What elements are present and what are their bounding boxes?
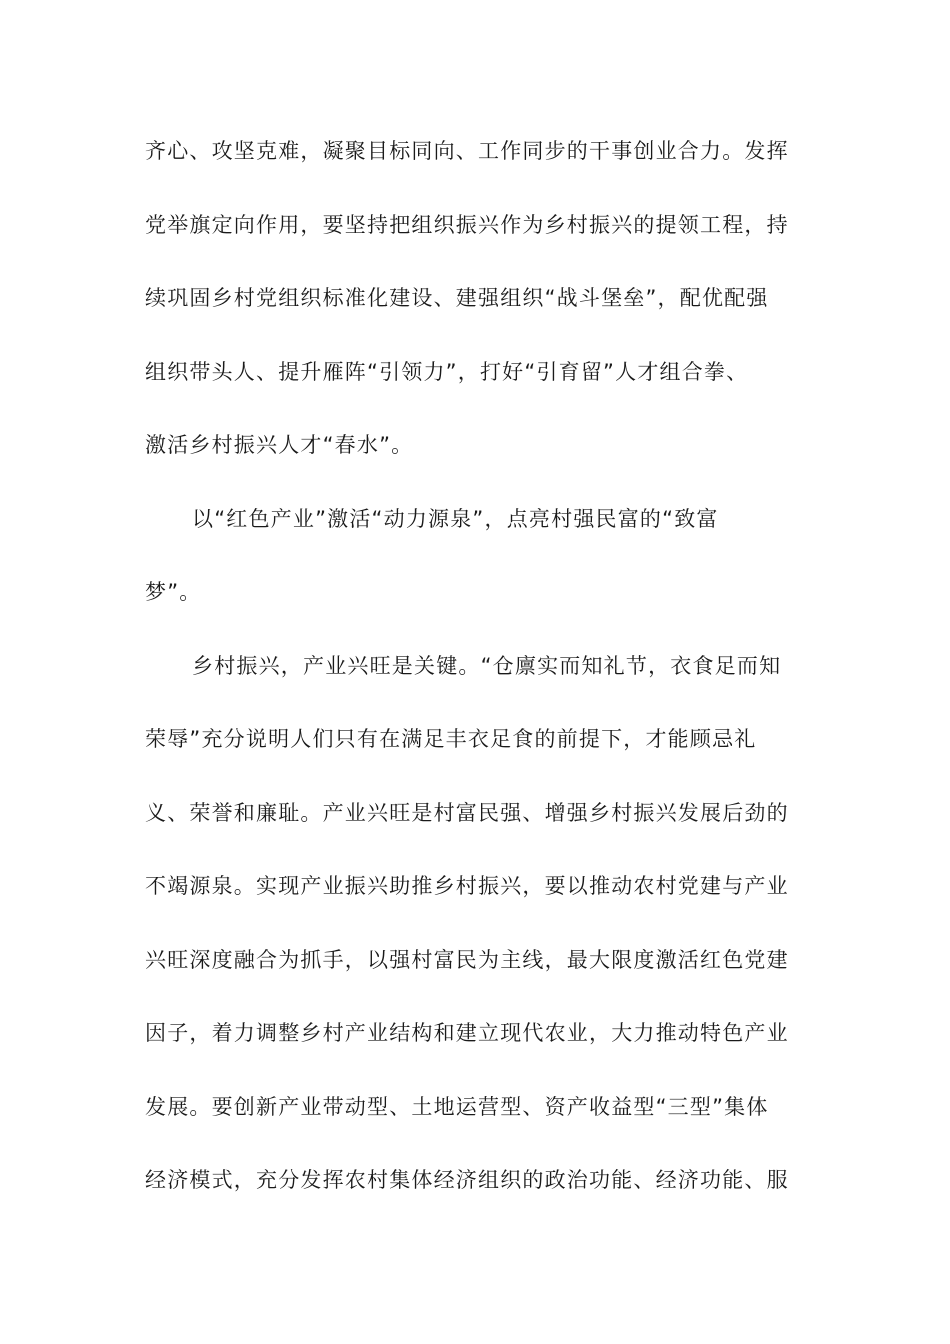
text-line: 激活乡村振兴人才“春水”。	[145, 433, 414, 457]
body-text	[145, 131, 810, 1234]
text-line: 组织带头人、提升雁阵“引领力”，打好“引育留”人才组合拳、	[145, 359, 749, 384]
text-line: 不竭源泉。实现产业振兴助推乡村振兴，要以推动农村党建与产业	[145, 874, 789, 898]
text-line: 发展。要创新产业带动型、土地运营型、资产收益型“三型”集体	[145, 1094, 769, 1119]
section-heading-line: 以“红色产业”激活“动力源泉”，点亮村强民富的“致富	[192, 506, 719, 531]
section-heading-line: 梦”。	[145, 580, 202, 604]
text-line: 义、荣誉和廉耻。产业兴旺是村富民强、增强乡村振兴发展后劲的	[145, 800, 789, 825]
text-line: 荣辱”充分说明人们只有在满足丰衣足食的前提下，才能顾忌礼	[145, 727, 757, 751]
text-line: 齐心、攻坚克难，凝聚目标同向、工作同步的干事创业合力。发挥	[145, 139, 789, 163]
text-line: 经济模式，充分发挥农村集体经济组织的政治功能、经济功能、服	[145, 1168, 789, 1192]
text-line: 续巩固乡村党组织标准化建设、建强组织“战斗堡垒”，配优配强	[145, 286, 769, 310]
paragraph-start-line: 乡村振兴，产业兴旺是关键。“仓廪实而知礼节，衣食足而知	[192, 653, 782, 678]
text-line: 因子，着力调整乡村产业结构和建立现代农业，大力推动特色产业	[145, 1021, 789, 1045]
text-line: 党举旗定向作用，要坚持把组织振兴作为乡村振兴的提领工程，持	[145, 212, 789, 237]
text-line: 兴旺深度融合为抓手，以强村富民为主线，最大限度激活红色党建	[145, 947, 789, 972]
